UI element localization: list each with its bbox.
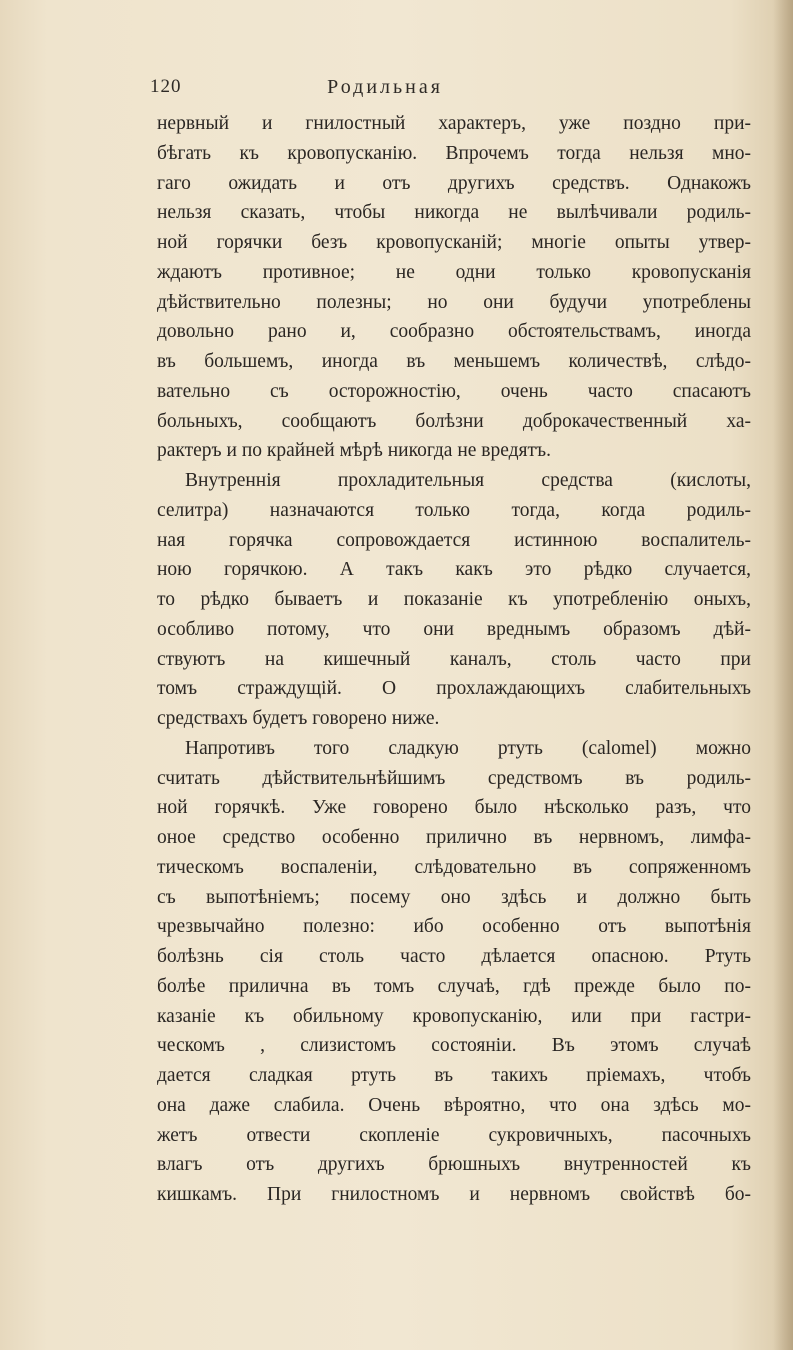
text-line: жетъ отвести скопленіе сукровичныхъ, пасочныхъ [157, 1124, 751, 1146]
text-line: ждаютъ противное; не одни только кровопусканія [157, 261, 751, 283]
text-line: дается сладкая ртуть въ такихъ пріемахъ, чтобъ [157, 1065, 751, 1086]
text-line: чрезвычайно полезно: ибо особенно отъ выпотѣнія [157, 916, 751, 938]
text-line: ной горячки безъ кровопусканій; многіе опыты утвер- [157, 232, 751, 253]
text-line: считать дѣйствительнѣйшимъ средствомъ въ родиль- [157, 767, 751, 789]
text-line: больныхъ, сообщаютъ болѣзни доброкачественный ха- [157, 410, 751, 432]
text-line: ческомъ , слизистомъ состояніи. Въ этомъ случаѣ [157, 1035, 751, 1057]
text-line: оное средство особенно прилично въ нервномъ, лимфа- [157, 827, 751, 848]
text-line: то рѣдко бываетъ и показаніе къ употребленію оныхъ, [157, 589, 751, 610]
text-line: она даже слабила. Очень вѣроятно, что она здѣсь мо- [157, 1094, 751, 1116]
text-line: томъ страждущій. О прохлаждающихъ слабительныхъ [157, 678, 751, 700]
body-text [157, 109, 751, 1210]
text-line: въ большемъ, иногда въ меньшемъ количествѣ, слѣдо- [157, 351, 751, 372]
text-line: кишкамъ. При гнилостномъ и нервномъ свойствѣ бо- [157, 1184, 751, 1205]
text-line: ствуютъ на кишечный каналъ, столь часто при [157, 648, 751, 670]
page-header [150, 76, 620, 102]
text-line: Внутреннія прохладительныя средства (кислоты, [185, 470, 751, 491]
text-line: болѣе прилична въ томъ случаѣ, гдѣ прежде было по- [157, 975, 751, 997]
text-line: тическомъ воспаленіи, слѣдовательно въ сопряженномъ [157, 856, 751, 878]
text-line: вательно съ осторожностію, очень часто спасаютъ [157, 380, 751, 402]
text-line: болѣзнь сія столь часто дѣлается опасною. Ртуть [157, 946, 751, 967]
text-line: ною горячкою. А такъ какъ это рѣдко случается, [157, 559, 751, 581]
text-line: влагъ отъ другихъ брюшныхъ внутренностей къ [157, 1154, 751, 1176]
text-line: рактеръ и по крайней мѣрѣ никогда не вредятъ. [157, 440, 552, 462]
text-line: ная горячка сопровождается истинною воспалитель- [157, 529, 751, 551]
text-line: селитра) назначаются только тогда, когда родиль- [157, 499, 751, 521]
text-line: съ выпотѣніемъ; посему оно здѣсь и должно быть [157, 886, 751, 908]
text-line: особливо потому, что они вреднымъ образомъ дѣй- [157, 618, 751, 640]
text-line: средствахъ будетъ говорено ниже. [157, 708, 440, 729]
text-line: бѣгать къ кровопусканію. Впрочемъ тогда нельзя мно- [157, 142, 751, 164]
text-line: гаго ожидать и отъ другихъ средствъ. Однакожъ [157, 172, 751, 194]
text-line: дѣйствительно полезны; но они будучи употреблены [157, 291, 751, 313]
text-line: нервный и гнилостный характеръ, уже поздно при- [157, 113, 751, 134]
text-line: нельзя сказать, чтобы никогда не вылѣчивали родиль- [157, 202, 751, 224]
text-line: довольно рано и, сообразно обстоятельствамъ, иногда [157, 321, 751, 343]
running-title: Родильная [327, 76, 443, 98]
text-line: казаніе къ обильному кровопусканію, или при гастри- [157, 1005, 751, 1027]
page-number: 120 [150, 76, 182, 97]
page-edge-shadow [773, 0, 793, 1350]
text-line: ной горячкѣ. Уже говорено было нѣсколько разъ, что [157, 797, 751, 819]
text-line: Напротивъ того сладкую ртуть (calomel) можно [185, 737, 751, 759]
